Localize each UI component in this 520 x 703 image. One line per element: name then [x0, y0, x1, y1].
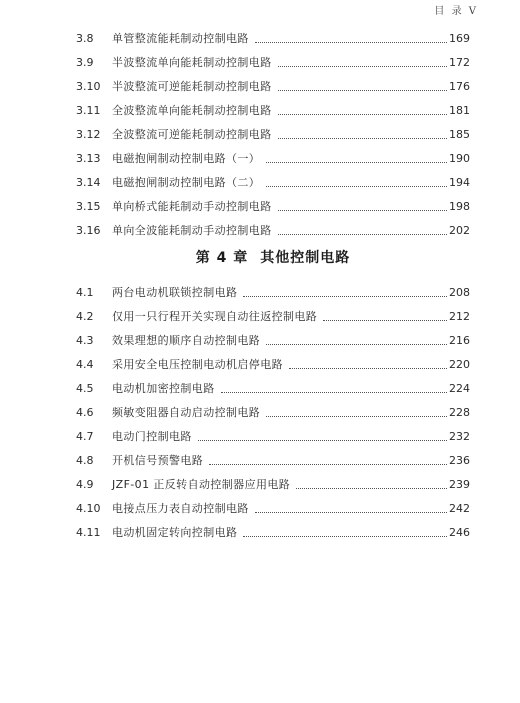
- toc-entry[interactable]: [76, 324, 470, 348]
- toc-entry[interactable]: [76, 276, 470, 300]
- toc-entry-page: 190: [449, 152, 470, 165]
- dot-leader: [278, 114, 447, 115]
- toc-entry-number: 4.6: [76, 406, 94, 419]
- toc-entry-page: 232: [449, 430, 470, 443]
- toc-entry-page: 185: [449, 128, 470, 141]
- dot-leader: [296, 488, 447, 489]
- toc-entry-title: 电动机加密控制电路: [112, 382, 215, 395]
- toc-section-3: [76, 22, 470, 238]
- dot-leader: [209, 464, 447, 465]
- toc-entry-title: 半波整流可逆能耗制动控制电路: [112, 80, 272, 93]
- toc-entry-title: 半波整流单向能耗制动控制电路: [112, 56, 272, 69]
- toc-entry[interactable]: [76, 420, 470, 444]
- toc-entry-number: 3.13: [76, 152, 101, 165]
- toc-entry-number: 4.1: [76, 286, 94, 299]
- toc-entry[interactable]: [76, 372, 470, 396]
- toc-entry[interactable]: [76, 516, 470, 540]
- toc-entry-number: 3.12: [76, 128, 101, 141]
- toc-entry-page: 216: [449, 334, 470, 347]
- dot-leader: [221, 392, 447, 393]
- dot-leader: [323, 320, 447, 321]
- dot-leader: [278, 234, 447, 235]
- toc-entry-title: 仅用一只行程开关实现自动往返控制电路: [112, 310, 318, 323]
- toc-entry[interactable]: [76, 190, 470, 214]
- toc-entry-page: 194: [449, 176, 470, 189]
- dot-leader: [278, 210, 447, 211]
- toc-entry-title: 电动机固定转向控制电路: [112, 526, 238, 539]
- table-of-contents: [76, 22, 470, 540]
- toc-entry[interactable]: [76, 22, 470, 46]
- toc-entry-page: 242: [449, 502, 470, 515]
- toc-entry-page: 198: [449, 200, 470, 213]
- toc-entry-page: 181: [449, 104, 470, 117]
- toc-entry-title: 单管整流能耗制动控制电路: [112, 32, 249, 45]
- toc-entry[interactable]: [76, 444, 470, 468]
- toc-entry-page: 246: [449, 526, 470, 539]
- toc-entry[interactable]: [76, 142, 470, 166]
- toc-entry[interactable]: [76, 396, 470, 420]
- toc-entry-title: 单向桥式能耗制动手动控制电路: [112, 200, 272, 213]
- toc-entry[interactable]: [76, 70, 470, 94]
- toc-entry-number: 4.5: [76, 382, 94, 395]
- toc-entry[interactable]: [76, 468, 470, 492]
- toc-entry[interactable]: [76, 348, 470, 372]
- toc-entry[interactable]: [76, 492, 470, 516]
- toc-entry-number: 3.8: [76, 32, 94, 45]
- toc-entry-title: 全波整流单向能耗制动控制电路: [112, 104, 272, 117]
- toc-entry-title: 频敏变阻器自动启动控制电路: [112, 406, 261, 419]
- toc-entry[interactable]: [76, 46, 470, 70]
- toc-entry-page: 202: [449, 224, 470, 237]
- toc-entry-number: 4.11: [76, 526, 101, 539]
- toc-entry-number: 4.3: [76, 334, 94, 347]
- toc-entry-number: 3.9: [76, 56, 94, 69]
- toc-entry-page: 212: [449, 310, 470, 323]
- toc-entry-page: 208: [449, 286, 470, 299]
- toc-entry-number: 3.11: [76, 104, 101, 117]
- toc-entry-number: 3.15: [76, 200, 101, 213]
- toc-entry[interactable]: [76, 300, 470, 324]
- toc-entry-title: 电动门控制电路: [112, 430, 192, 443]
- dot-leader: [278, 66, 447, 67]
- dot-leader: [278, 138, 447, 139]
- toc-entry-number: 4.10: [76, 502, 101, 515]
- running-head: 目 录 V: [434, 6, 478, 17]
- toc-entry[interactable]: [76, 214, 470, 238]
- chapter-heading: [76, 240, 470, 274]
- toc-entry[interactable]: [76, 118, 470, 142]
- toc-entry-number: 3.10: [76, 80, 101, 93]
- toc-entry-title: 电磁抱闸制动控制电路（一）: [112, 152, 261, 165]
- toc-entry-number: 4.9: [76, 478, 94, 491]
- toc-entry-number: 4.7: [76, 430, 94, 443]
- toc-entry-number: 3.16: [76, 224, 101, 237]
- chapter-title: 其他控制电路: [260, 250, 351, 266]
- toc-entry-number: 4.4: [76, 358, 94, 371]
- toc-entry-title: 电磁抱闸制动控制电路（二）: [112, 176, 261, 189]
- dot-leader: [266, 344, 447, 345]
- toc-entry-title: 两台电动机联锁控制电路: [112, 286, 238, 299]
- toc-entry[interactable]: [76, 94, 470, 118]
- toc-entry-number: 3.14: [76, 176, 101, 189]
- toc-entry-page: 176: [449, 80, 470, 93]
- dot-leader: [243, 296, 447, 297]
- toc-entry-page: 220: [449, 358, 470, 371]
- toc-entry-title: JZF-01 正反转自动控制器应用电路: [112, 478, 291, 491]
- toc-entry-title: 全波整流可逆能耗制动控制电路: [112, 128, 272, 141]
- toc-entry-page: 172: [449, 56, 470, 69]
- toc-entry-title: 开机信号预警电路: [112, 454, 204, 467]
- toc-entry-page: 236: [449, 454, 470, 467]
- dot-leader: [278, 90, 447, 91]
- toc-entry-title: 效果理想的顺序自动控制电路: [112, 334, 261, 347]
- dot-leader: [255, 42, 447, 43]
- toc-entry-title: 单向全波能耗制动手动控制电路: [112, 224, 272, 237]
- toc-entry-number: 4.2: [76, 310, 94, 323]
- toc-section-4: [76, 276, 470, 540]
- dot-leader: [266, 162, 447, 163]
- toc-entry-page: 228: [449, 406, 470, 419]
- dot-leader: [266, 186, 447, 187]
- toc-entry-number: 4.8: [76, 454, 94, 467]
- dot-leader: [266, 416, 447, 417]
- toc-entry-page: 169: [449, 32, 470, 45]
- toc-entry-title: 采用安全电压控制电动机启停电路: [112, 358, 283, 371]
- toc-entry-page: 224: [449, 382, 470, 395]
- chapter-label: 第 4 章: [195, 250, 249, 266]
- toc-entry[interactable]: [76, 166, 470, 190]
- dot-leader: [243, 536, 447, 537]
- dot-leader: [198, 440, 447, 441]
- dot-leader: [255, 512, 447, 513]
- toc-entry-title: 电接点压力表自动控制电路: [112, 502, 249, 515]
- toc-entry-page: 239: [449, 478, 470, 491]
- dot-leader: [289, 368, 447, 369]
